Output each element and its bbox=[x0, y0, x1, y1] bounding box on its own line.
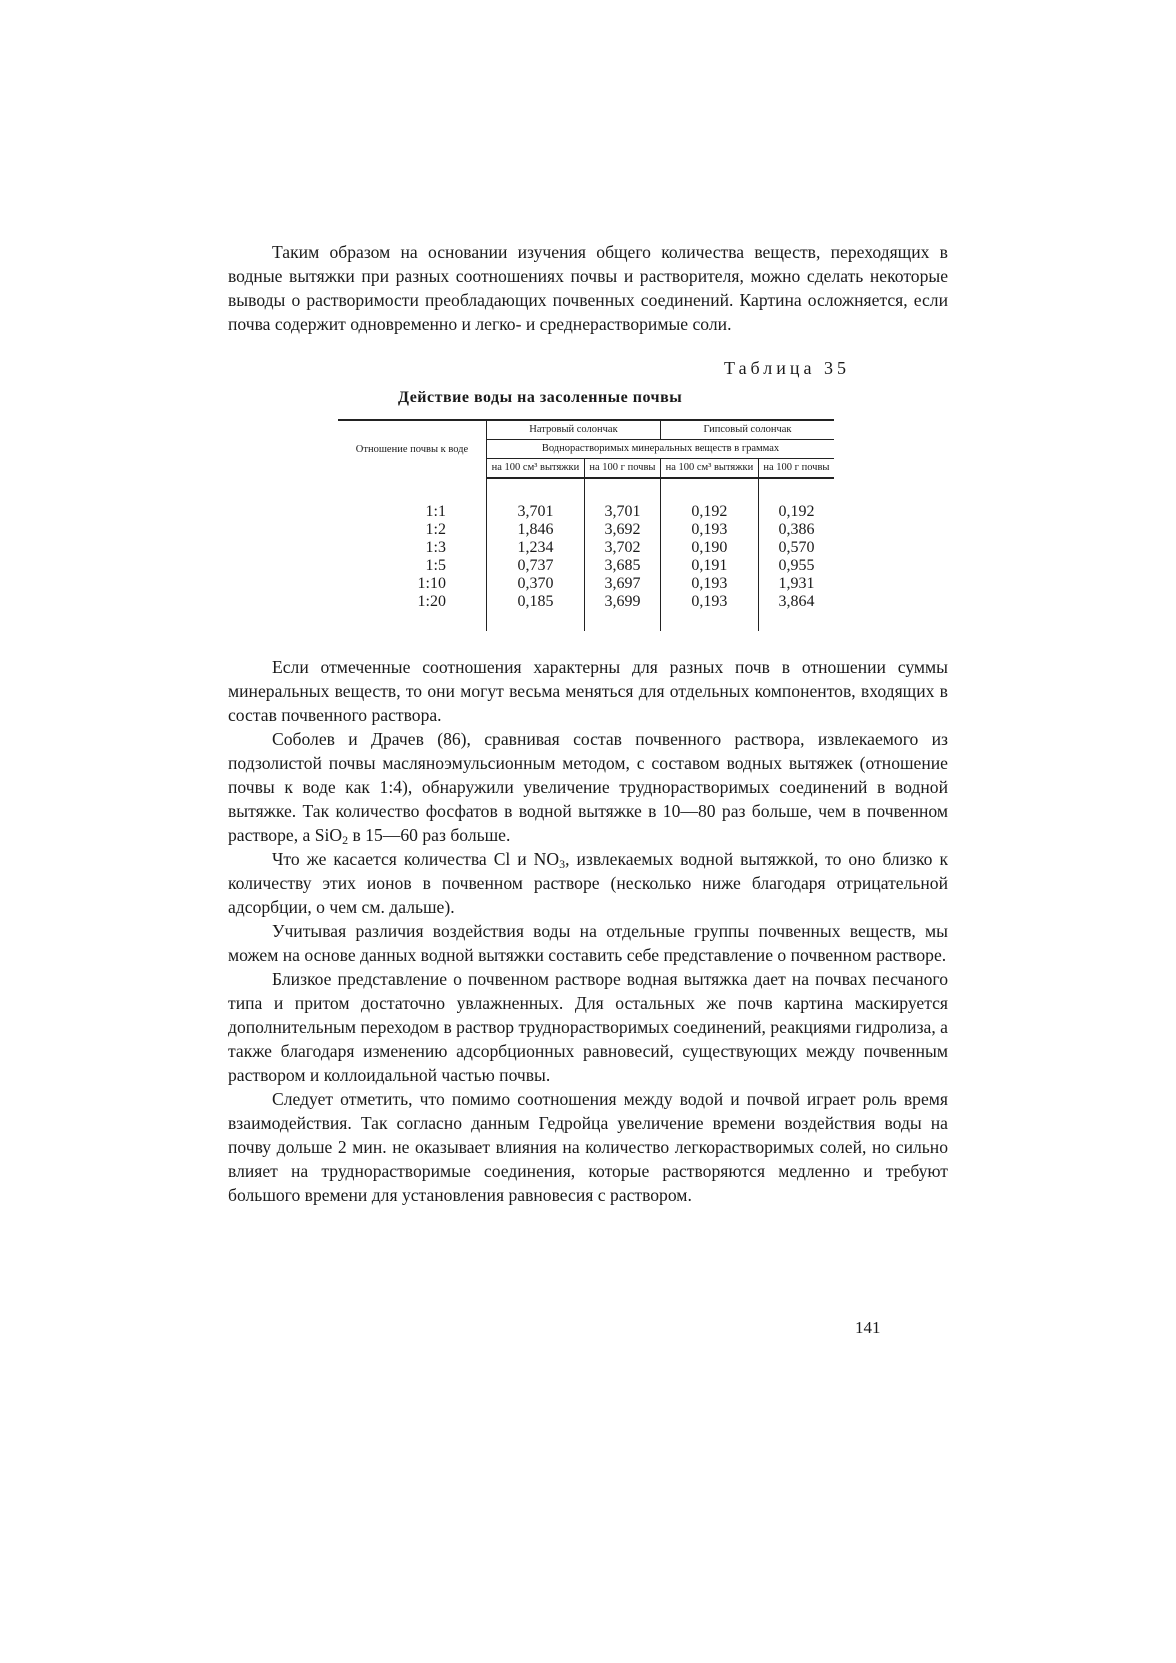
group-header-gypsum: Гипсовый солончак bbox=[660, 420, 834, 440]
value-cell: 1,931 bbox=[758, 575, 834, 593]
value-cell: 3,692 bbox=[584, 521, 660, 539]
value-cell: 3,701 bbox=[584, 478, 660, 521]
col-header: на 100 г почвы bbox=[584, 459, 660, 479]
value-cell: 0,386 bbox=[758, 521, 834, 539]
ratio-cell: 1:1 bbox=[425, 502, 446, 520]
value-cell: 0,192 bbox=[660, 478, 758, 521]
value-cell: 0,185 bbox=[487, 593, 585, 631]
col-header: на 100 см³ вытяжки bbox=[487, 459, 585, 479]
text-span: Соболев и Драчев (86), сравнивая состав почвенного раствора, извлекаемого из подзолистой почвы масляноэмульсионным методом, с составом водных вытяжек (отношение почвы к воде как 1:4), обнаружили увеличение труднорастворимых соединений в водной вытяжке. Так количество фосфатов в водной вытяжке в 10—80 раз больше, чем в почвенном растворе, а SiO bbox=[228, 729, 948, 845]
intro-paragraph: Таким образом на основании изучения общего количества веществ, переходящих в водные вытяжки при разных соотношениях почвы и растворителя, можно сделать некоторые выводы о растворимости преобладающих почвенных соединений. Картина осложняется, если почва содержит одновременно и легко- и среднерастворимые соли. bbox=[228, 242, 948, 334]
paragraph: Следует отметить, что помимо соотношения между водой и почвой играет роль время взаимодействия. Так согласно данным Гедройца увеличение времени воздействия воды на почву дольше 2 мин. не оказывает влияния на количество легкорастворимых солей, но сильно влияет на труднорастворимые соединения, которые растворяются медленно и требуют большого времени для установления равновесия с раствором. bbox=[228, 1089, 948, 1205]
value-cell: 0,192 bbox=[758, 478, 834, 521]
paragraph bbox=[228, 727, 948, 847]
paragraph: Учитывая различия воздействия воды на отдельные группы почвенных веществ, мы можем на основе данных водной вытяжки составить себе представление о почвенном растворе. bbox=[228, 921, 948, 965]
value-cell: 0,370 bbox=[487, 575, 585, 593]
value-cell: 0,191 bbox=[660, 557, 758, 575]
ratio-cell: 1:2 bbox=[425, 521, 446, 538]
text-span: в 15—60 раз больше. bbox=[348, 825, 511, 845]
table-row bbox=[338, 593, 834, 631]
value-cell: 3,685 bbox=[584, 557, 660, 575]
value-cell: 0,193 bbox=[660, 593, 758, 631]
value-cell: 3,697 bbox=[584, 575, 660, 593]
col-header: на 100 г почвы bbox=[758, 459, 834, 479]
body-text bbox=[228, 655, 948, 1207]
value-cell: 1,846 bbox=[487, 521, 585, 539]
ratio-cell: 1:5 bbox=[425, 557, 446, 574]
paragraph: Если отмеченные соотношения характерны для разных почв в отношении суммы минеральных веществ, то они могут весьма меняться для отдельных компонентов, входящих в состав почвенного раствора. bbox=[228, 657, 948, 725]
book-page bbox=[228, 240, 948, 1207]
table-label: Таблица 35 bbox=[724, 358, 850, 378]
value-cell: 1,234 bbox=[487, 539, 585, 557]
ratio-cell: 1:20 bbox=[417, 593, 446, 610]
data-table bbox=[338, 419, 834, 631]
paragraph: Близкое представление о почвенном растворе водная вытяжка дает на почвах песчаного типа и притом достаточно увлажненных. Для остальных же почв картина маскируется дополнительным переходом в раствор труднорастворимых соединений, реакциями гидролиза, а также благодаря изменению адсорбционных равновесий, существующих между почвенным раствором и коллоидальной частью почвы. bbox=[228, 969, 948, 1085]
table-row bbox=[338, 478, 834, 521]
value-cell: 3,699 bbox=[584, 593, 660, 631]
subscript: 3 bbox=[559, 857, 566, 871]
table-row bbox=[338, 557, 834, 575]
ratio-cell: 1:3 bbox=[425, 539, 446, 556]
value-cell: 0,190 bbox=[660, 539, 758, 557]
table-row bbox=[338, 521, 834, 539]
value-cell: 0,737 bbox=[487, 557, 585, 575]
value-cell: 0,955 bbox=[758, 557, 834, 575]
subscript: 2 bbox=[342, 833, 349, 847]
value-cell: 0,193 bbox=[660, 521, 758, 539]
value-cell: 3,864 bbox=[758, 593, 834, 631]
col-header-ratio: Отношение почвы к воде bbox=[338, 420, 487, 478]
text-span: , извлекаемых водной вытяжкой, то оно близко к количеству этих ионов в почвенном растворе (несколько ниже благодаря отрицательной адсорбции, о чем см. дальше). bbox=[228, 849, 948, 917]
ratio-cell: 1:10 bbox=[417, 575, 446, 592]
value-cell: 3,701 bbox=[487, 478, 585, 521]
paragraph bbox=[228, 847, 948, 919]
group-header-sodium: Натровый солончак bbox=[487, 420, 661, 440]
table-row bbox=[338, 575, 834, 593]
text-span: Что же касается количества Cl и NO bbox=[272, 849, 560, 869]
value-cell: 0,193 bbox=[660, 575, 758, 593]
value-cell: 0,570 bbox=[758, 539, 834, 557]
page-number: 141 bbox=[855, 1318, 881, 1337]
table-title: Действие воды на засоленные почвы bbox=[398, 389, 683, 406]
col-header: на 100 см³ вытяжки bbox=[660, 459, 758, 479]
value-cell: 3,702 bbox=[584, 539, 660, 557]
subheader-minerals: Воднорастворимых минеральных веществ в граммах bbox=[487, 440, 835, 459]
table-row bbox=[338, 539, 834, 557]
